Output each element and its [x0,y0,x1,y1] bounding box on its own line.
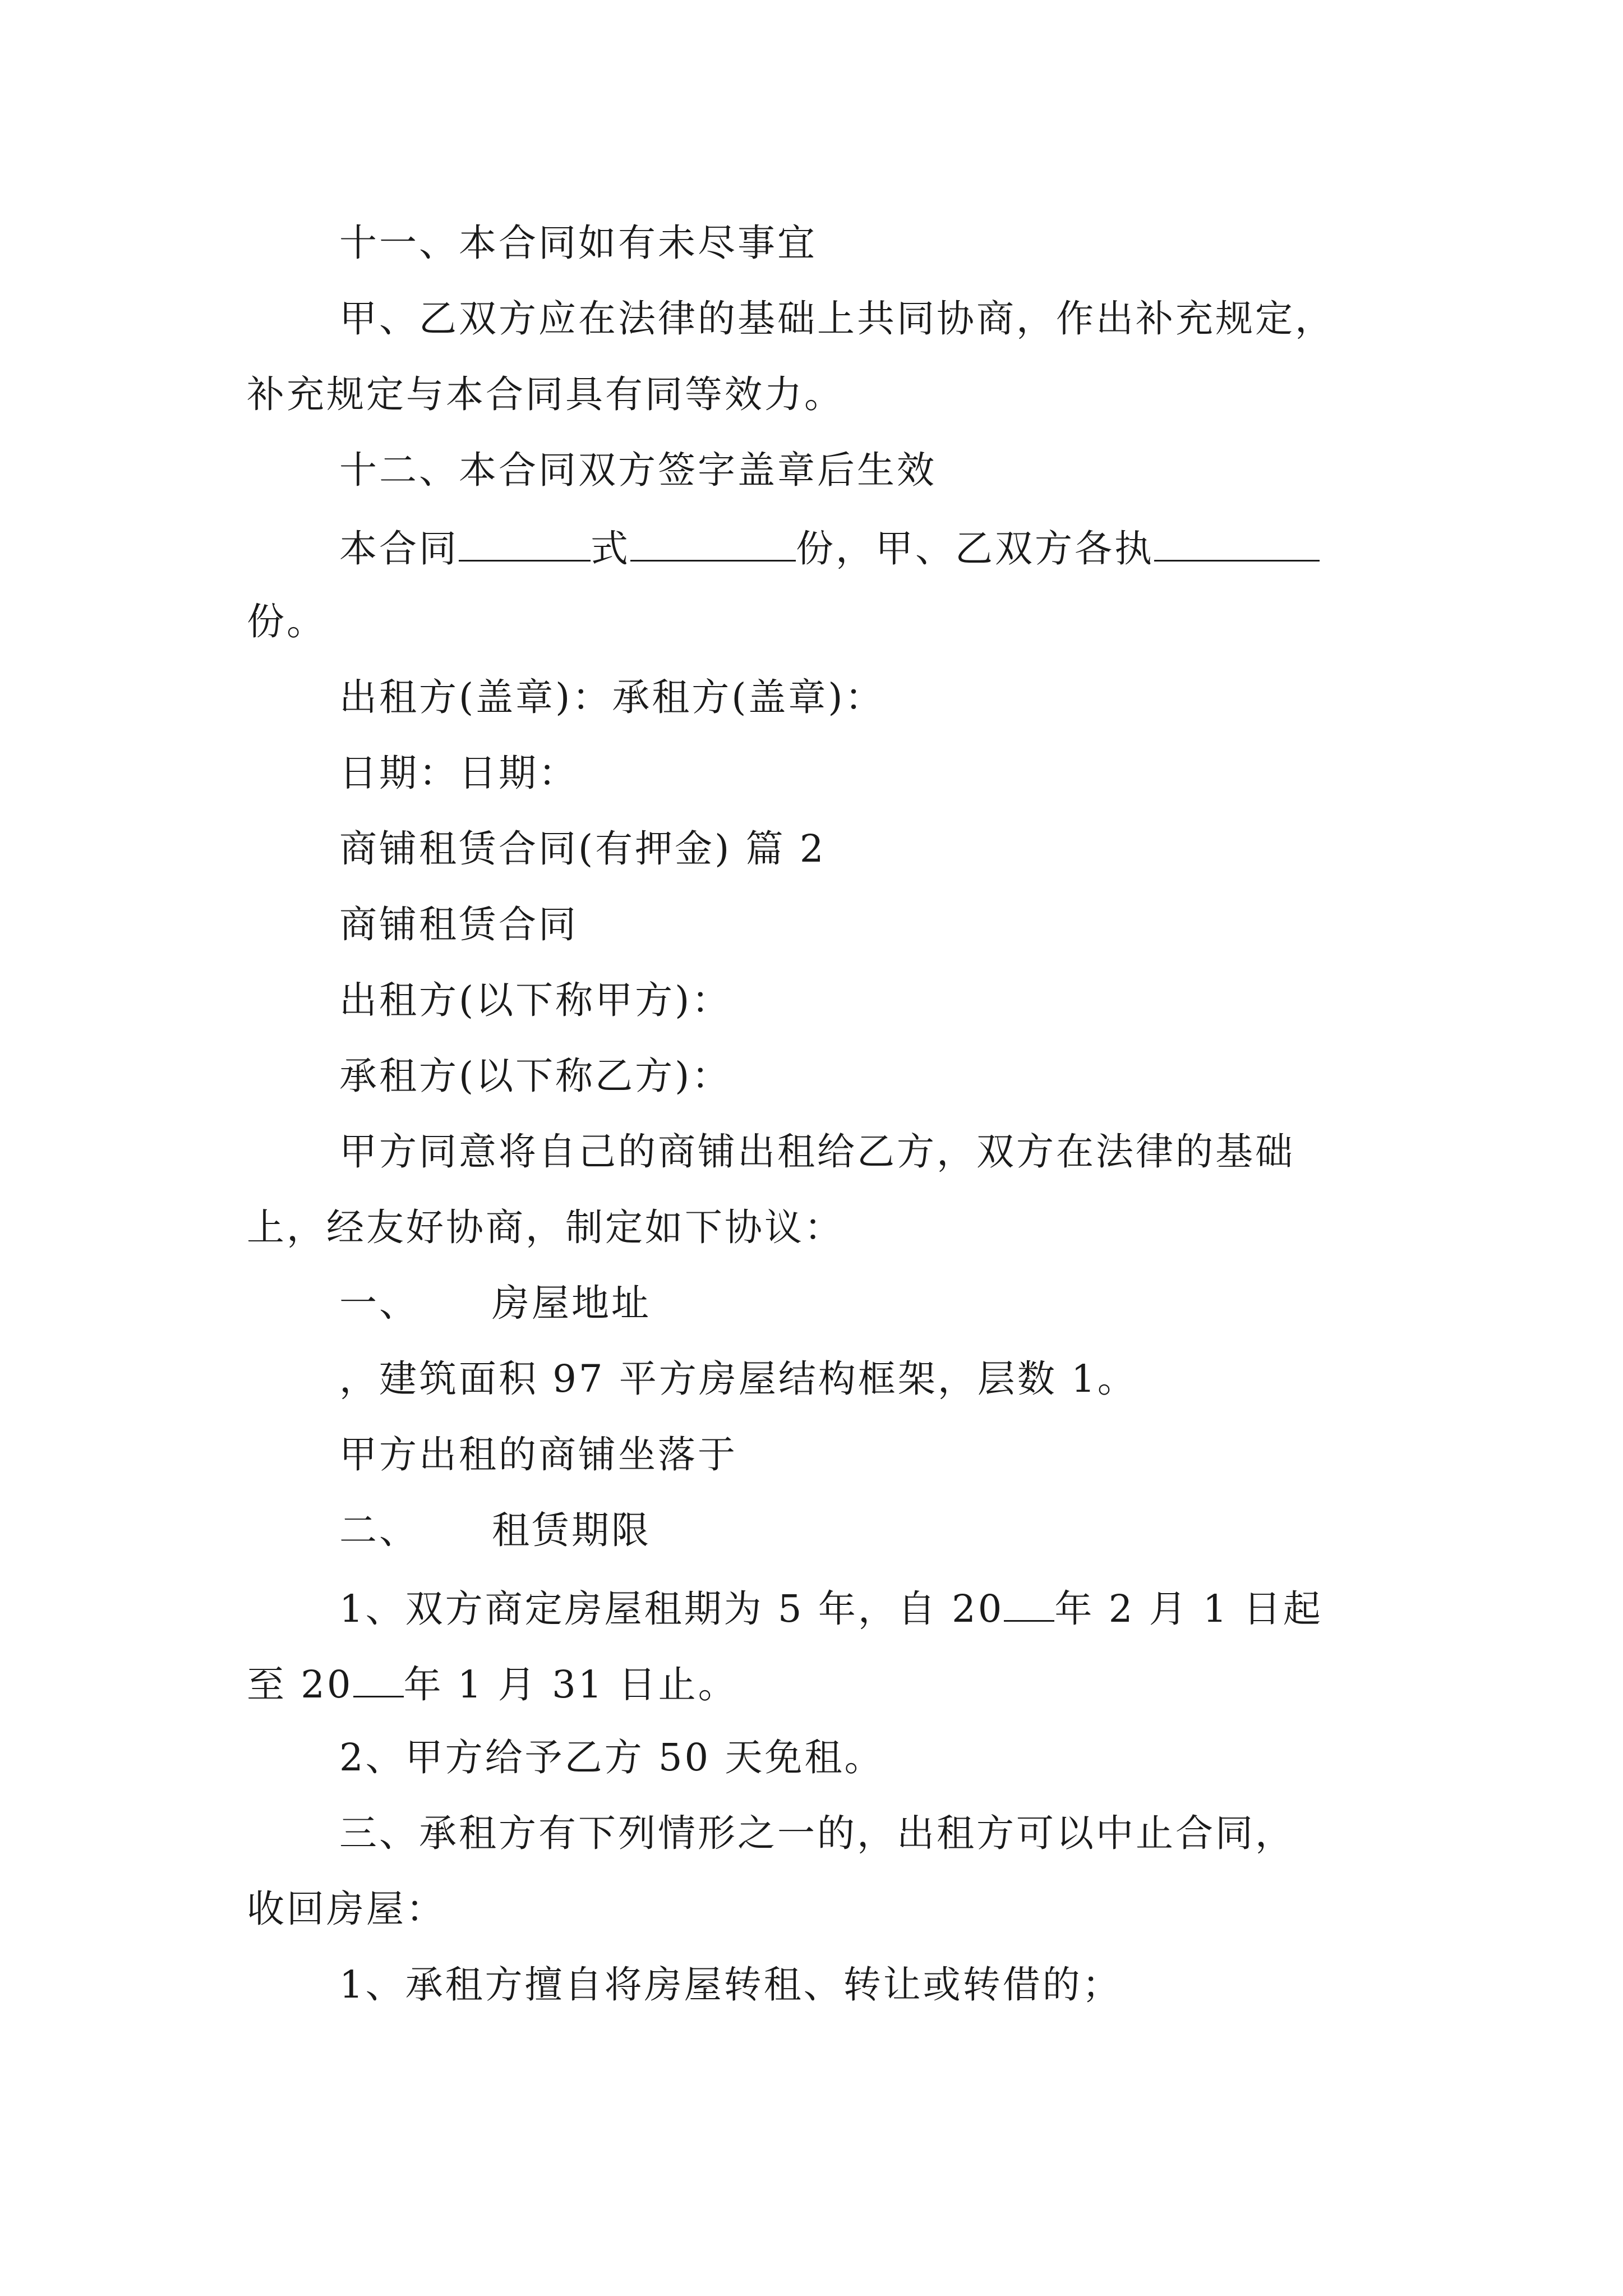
paragraph-line: 上，经友好协商，制定如下协议： [247,1205,844,1249]
paragraph-line: 甲方出租的商铺坐落于 [339,1433,737,1476]
paragraph-line: 补充规定与本合同具有同等效力。 [247,372,844,416]
contract-title: 商铺租赁合同 [339,903,578,946]
clause-title: 租赁期限 [492,1508,651,1552]
lease-term-text: 年 1 月 31 日止。 [403,1663,738,1706]
lease-term-text: 年 2 月 1 日起 [1054,1587,1323,1631]
clause-2-heading [339,1508,651,1552]
paragraph-line: 2、甲方给予乙方 50 天免租。 [339,1736,884,1779]
paragraph-line: 份。 [247,600,326,643]
copies-text: 式 [591,527,630,570]
clause-1-heading [339,1281,651,1325]
blank-field [353,1663,404,1697]
blank-field [630,527,796,562]
blank-field [459,527,591,562]
section-title: 商铺租赁合同(有押金) 篇 2 [339,827,826,871]
clause-11-heading: 十一、本合同如有未尽事宜 [339,221,817,265]
lease-term-line [339,1587,1323,1631]
paragraph-line: 1、承租方擅自将房屋转租、转让或转借的； [339,1963,1122,2007]
paragraph-line: 甲、乙双方应在法律的基础上共同协商，作出补充规定， [339,297,1335,341]
paragraph-line: 收回房屋： [247,1887,446,1931]
blank-field [1004,1588,1054,1622]
paragraph-line: 甲方同意将自己的商铺出租给乙方，双方在法律的基础 [339,1130,1295,1174]
clause-3-heading: 三、承租方有下列情形之一的，出租方可以中止合同， [339,1811,1295,1855]
date-line: 日期：日期： [339,751,578,795]
clause-number: 一、 [339,1281,419,1325]
copies-text: 本合同 [339,527,459,570]
blank-field [1154,527,1320,562]
lessee-line: 承租方(以下称乙方)： [339,1054,732,1098]
copies-text: 份，甲、乙双方各执 [796,527,1154,570]
lease-term-text: 1、双方商定房屋租期为 5 年，自 20 [339,1587,1004,1631]
signature-line: 出租方(盖章)：承租方(盖章)： [339,675,885,719]
lease-term-text: 至 20 [247,1663,353,1706]
lessor-line: 出租方(以下称甲方)： [339,978,732,1022]
paragraph-line: ，建筑面积 97 平方房屋结构框架，层数 1。 [339,1357,1137,1401]
clause-title: 房屋地址 [492,1281,651,1325]
clause-12-heading: 十二、本合同双方签字盖章后生效 [339,448,937,492]
clause-number: 二、 [339,1508,419,1552]
lease-term-line [247,1663,738,1704]
copies-line [339,527,1320,568]
